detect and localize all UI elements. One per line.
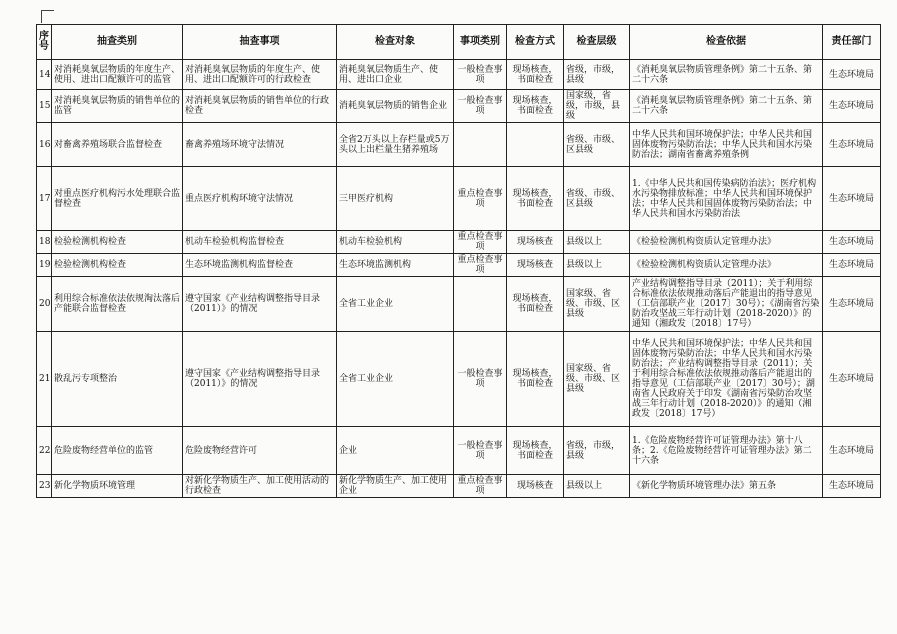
cell-object: 企业 <box>337 427 454 475</box>
cell-no: 15 <box>37 90 52 123</box>
header-row <box>37 25 881 60</box>
cell-method: 现场核查，书面检查 <box>507 332 564 427</box>
cell-type: 重点检查事项 <box>454 231 507 254</box>
cell-basis: 《消耗臭氧层物质管理条例》第二十五条、第二十六条 <box>630 60 823 90</box>
cell-object: 生态环境监测机构 <box>337 254 454 277</box>
cell-level: 省级，市级，县级 <box>564 60 630 90</box>
cell-basis: 中华人民共和国环境保护法；中华人民共和国固体废物污染防治法；中华人民共和国水污染防治法；湖南省畜禽养殖条例 <box>630 123 823 167</box>
cell-item: 重点医疗机构环境守法情况 <box>183 167 337 231</box>
cell-category: 检验检测机构检查 <box>52 231 183 254</box>
cell-basis: 《检验检测机构资质认定管理办法》 <box>630 231 823 254</box>
cell-category: 对重点医疗机构污水处理联合监督检查 <box>52 167 183 231</box>
cell-no: 14 <box>37 60 52 90</box>
cell-item: 对消耗臭氧层物质的销售单位的行政检查 <box>183 90 337 123</box>
cell-type: 一般检查事项 <box>454 90 507 123</box>
cell-category: 检验检测机构检查 <box>52 254 183 277</box>
cell-method: 现场核查，书面检查 <box>507 90 564 123</box>
cell-type <box>454 123 507 167</box>
cell-no: 22 <box>37 427 52 475</box>
cell-level: 省级、市级、区县级 <box>564 167 630 231</box>
cell-basis: 产业结构调整指导目录（2011）；关于利用综合标准依法依规推动落后产能退出的指导意见（工信部联产业〔2017〕30号）；《湖南省污染防治攻坚战三年行动计划（2018-2020）》的通知（湘政发〔2018〕17号） <box>630 277 823 332</box>
cell-category: 新化学物质环境管理 <box>52 475 183 498</box>
header-method: 检查方式 <box>507 25 564 60</box>
cell-type <box>454 277 507 332</box>
cell-no: 18 <box>37 231 52 254</box>
cell-object: 全省工业企业 <box>337 332 454 427</box>
table-row <box>37 254 881 277</box>
cell-item: 危险废物经营许可 <box>183 427 337 475</box>
cell-basis: 《消耗臭氧层物质管理条例》第二十五条、第二十六条 <box>630 90 823 123</box>
cell-dept: 生态环境局 <box>823 90 881 123</box>
header-item: 抽查事项 <box>183 25 337 60</box>
header-level: 检查层级 <box>564 25 630 60</box>
cell-dept: 生态环境局 <box>823 254 881 277</box>
cell-method: 现场核查 <box>507 231 564 254</box>
cell-method: 现场核查，书面检查 <box>507 60 564 90</box>
cell-dept: 生态环境局 <box>823 475 881 498</box>
table-row <box>37 90 881 123</box>
cell-basis: 《检验检测机构资质认定管理办法》 <box>630 254 823 277</box>
cell-no: 16 <box>37 123 52 167</box>
cell-basis: 1.《危险废物经营许可证管理办法》第十八条；2.《危险废物经营许可证管理办法》第二十六条 <box>630 427 823 475</box>
cell-item: 遵守国家《产业结构调整指导目录（2011）》的情况 <box>183 332 337 427</box>
cell-basis: 《新化学物质环境管理办法》第五条 <box>630 475 823 498</box>
table-row <box>37 427 881 475</box>
cell-dept: 生态环境局 <box>823 167 881 231</box>
header-category: 抽查类别 <box>52 25 183 60</box>
crop-mark <box>41 10 54 23</box>
cell-type: 重点检查事项 <box>454 475 507 498</box>
cell-dept: 生态环境局 <box>823 332 881 427</box>
cell-no: 17 <box>37 167 52 231</box>
header-dept: 责任部门 <box>823 25 881 60</box>
cell-method: 现场核查，书面检查 <box>507 427 564 475</box>
header-basis: 检查依据 <box>630 25 823 60</box>
cell-type: 一般检查事项 <box>454 332 507 427</box>
cell-dept: 生态环境局 <box>823 123 881 167</box>
cell-no: 23 <box>37 475 52 498</box>
cell-object: 全省工业企业 <box>337 277 454 332</box>
cell-category: 对消耗臭氧层物质的销售单位的监管 <box>52 90 183 123</box>
cell-method <box>507 123 564 167</box>
cell-no: 19 <box>37 254 52 277</box>
cell-item: 机动车检验机构监督检查 <box>183 231 337 254</box>
cell-item: 生态环境监测机构监督检查 <box>183 254 337 277</box>
cell-level: 国家级、省级、市级、区县级 <box>564 332 630 427</box>
cell-dept: 生态环境局 <box>823 231 881 254</box>
cell-level: 国家级、省级、市级、区县级 <box>564 277 630 332</box>
table-row <box>37 332 881 427</box>
cell-no: 20 <box>37 277 52 332</box>
cell-category: 散乱污专项整治 <box>52 332 183 427</box>
cell-method: 现场核查 <box>507 254 564 277</box>
header-no: 序号 <box>37 25 52 60</box>
table-row <box>37 167 881 231</box>
cell-item: 对消耗臭氧层物质的年度生产、使用、进出口配额许可的行政检查 <box>183 60 337 90</box>
cell-object: 全省2万头以上存栏量或5万头以上出栏量生猪养殖场 <box>337 123 454 167</box>
cell-level: 县级以上 <box>564 254 630 277</box>
header-object: 检查对象 <box>337 25 454 60</box>
cell-method: 现场核查，书面检查 <box>507 277 564 332</box>
cell-type: 一般检查事项 <box>454 427 507 475</box>
cell-object: 消耗臭氧层物质生产、使用、进出口企业 <box>337 60 454 90</box>
cell-object: 新化学物质生产、加工使用企业 <box>337 475 454 498</box>
cell-category: 对畜禽养殖场联合监督检查 <box>52 123 183 167</box>
cell-basis: 中华人民共和国环境保护法；中华人民共和国固体废物污染防治法；中华人民共和国水污染防治法；产业结构调整指导目录（2011）；关于利用综合标准依法依规推动落后产能退出的指导意见（工信部联产业〔2017〕30号）；湖南省人民政府关于印发《湖南省污染防治攻坚战三年行动计划（2018-2020）》的通知（湘政发〔2018〕17号） <box>630 332 823 427</box>
table-row <box>37 123 881 167</box>
cell-dept: 生态环境局 <box>823 427 881 475</box>
cell-type: 一般检查事项 <box>454 60 507 90</box>
cell-method: 现场核查，书面检查 <box>507 167 564 231</box>
table-row <box>37 60 881 90</box>
cell-item: 畜禽养殖场环境守法情况 <box>183 123 337 167</box>
table-row <box>37 231 881 254</box>
cell-category: 危险废物经营单位的监管 <box>52 427 183 475</box>
cell-category: 对消耗臭氧层物质的年度生产、使用、进出口配额许可的监管 <box>52 60 183 90</box>
table-row <box>37 277 881 332</box>
cell-no: 21 <box>37 332 52 427</box>
cell-type: 重点检查事项 <box>454 167 507 231</box>
cell-level: 国家级，省级，市级，县级 <box>564 90 630 123</box>
table-row <box>37 475 881 498</box>
cell-method: 现场核查 <box>507 475 564 498</box>
cell-category: 利用综合标准依法依规淘汰落后产能联合监督检查 <box>52 277 183 332</box>
cell-level: 县级以上 <box>564 231 630 254</box>
cell-object: 三甲医疗机构 <box>337 167 454 231</box>
cell-basis: 1.《中华人民共和国传染病防治法》；医疗机构水污染物排放标准；中华人民共和国环境保护法；中华人民共和国固体废物污染防治法；中华人民共和国水污染防治法 <box>630 167 823 231</box>
cell-type: 重点检查事项 <box>454 254 507 277</box>
cell-level: 省级、市级、区县级 <box>564 123 630 167</box>
cell-dept: 生态环境局 <box>823 60 881 90</box>
cell-dept: 生态环境局 <box>823 277 881 332</box>
cell-item: 对新化学物质生产、加工使用活动的行政检查 <box>183 475 337 498</box>
cell-item: 遵守国家《产业结构调整指导目录（2011）》的情况 <box>183 277 337 332</box>
cell-level: 县级以上 <box>564 475 630 498</box>
header-type: 事项类别 <box>454 25 507 60</box>
cell-object: 消耗臭氧层物质的销售企业 <box>337 90 454 123</box>
inspection-table <box>36 24 881 498</box>
cell-level: 省级，市级，县级 <box>564 427 630 475</box>
cell-object: 机动车检验机构 <box>337 231 454 254</box>
